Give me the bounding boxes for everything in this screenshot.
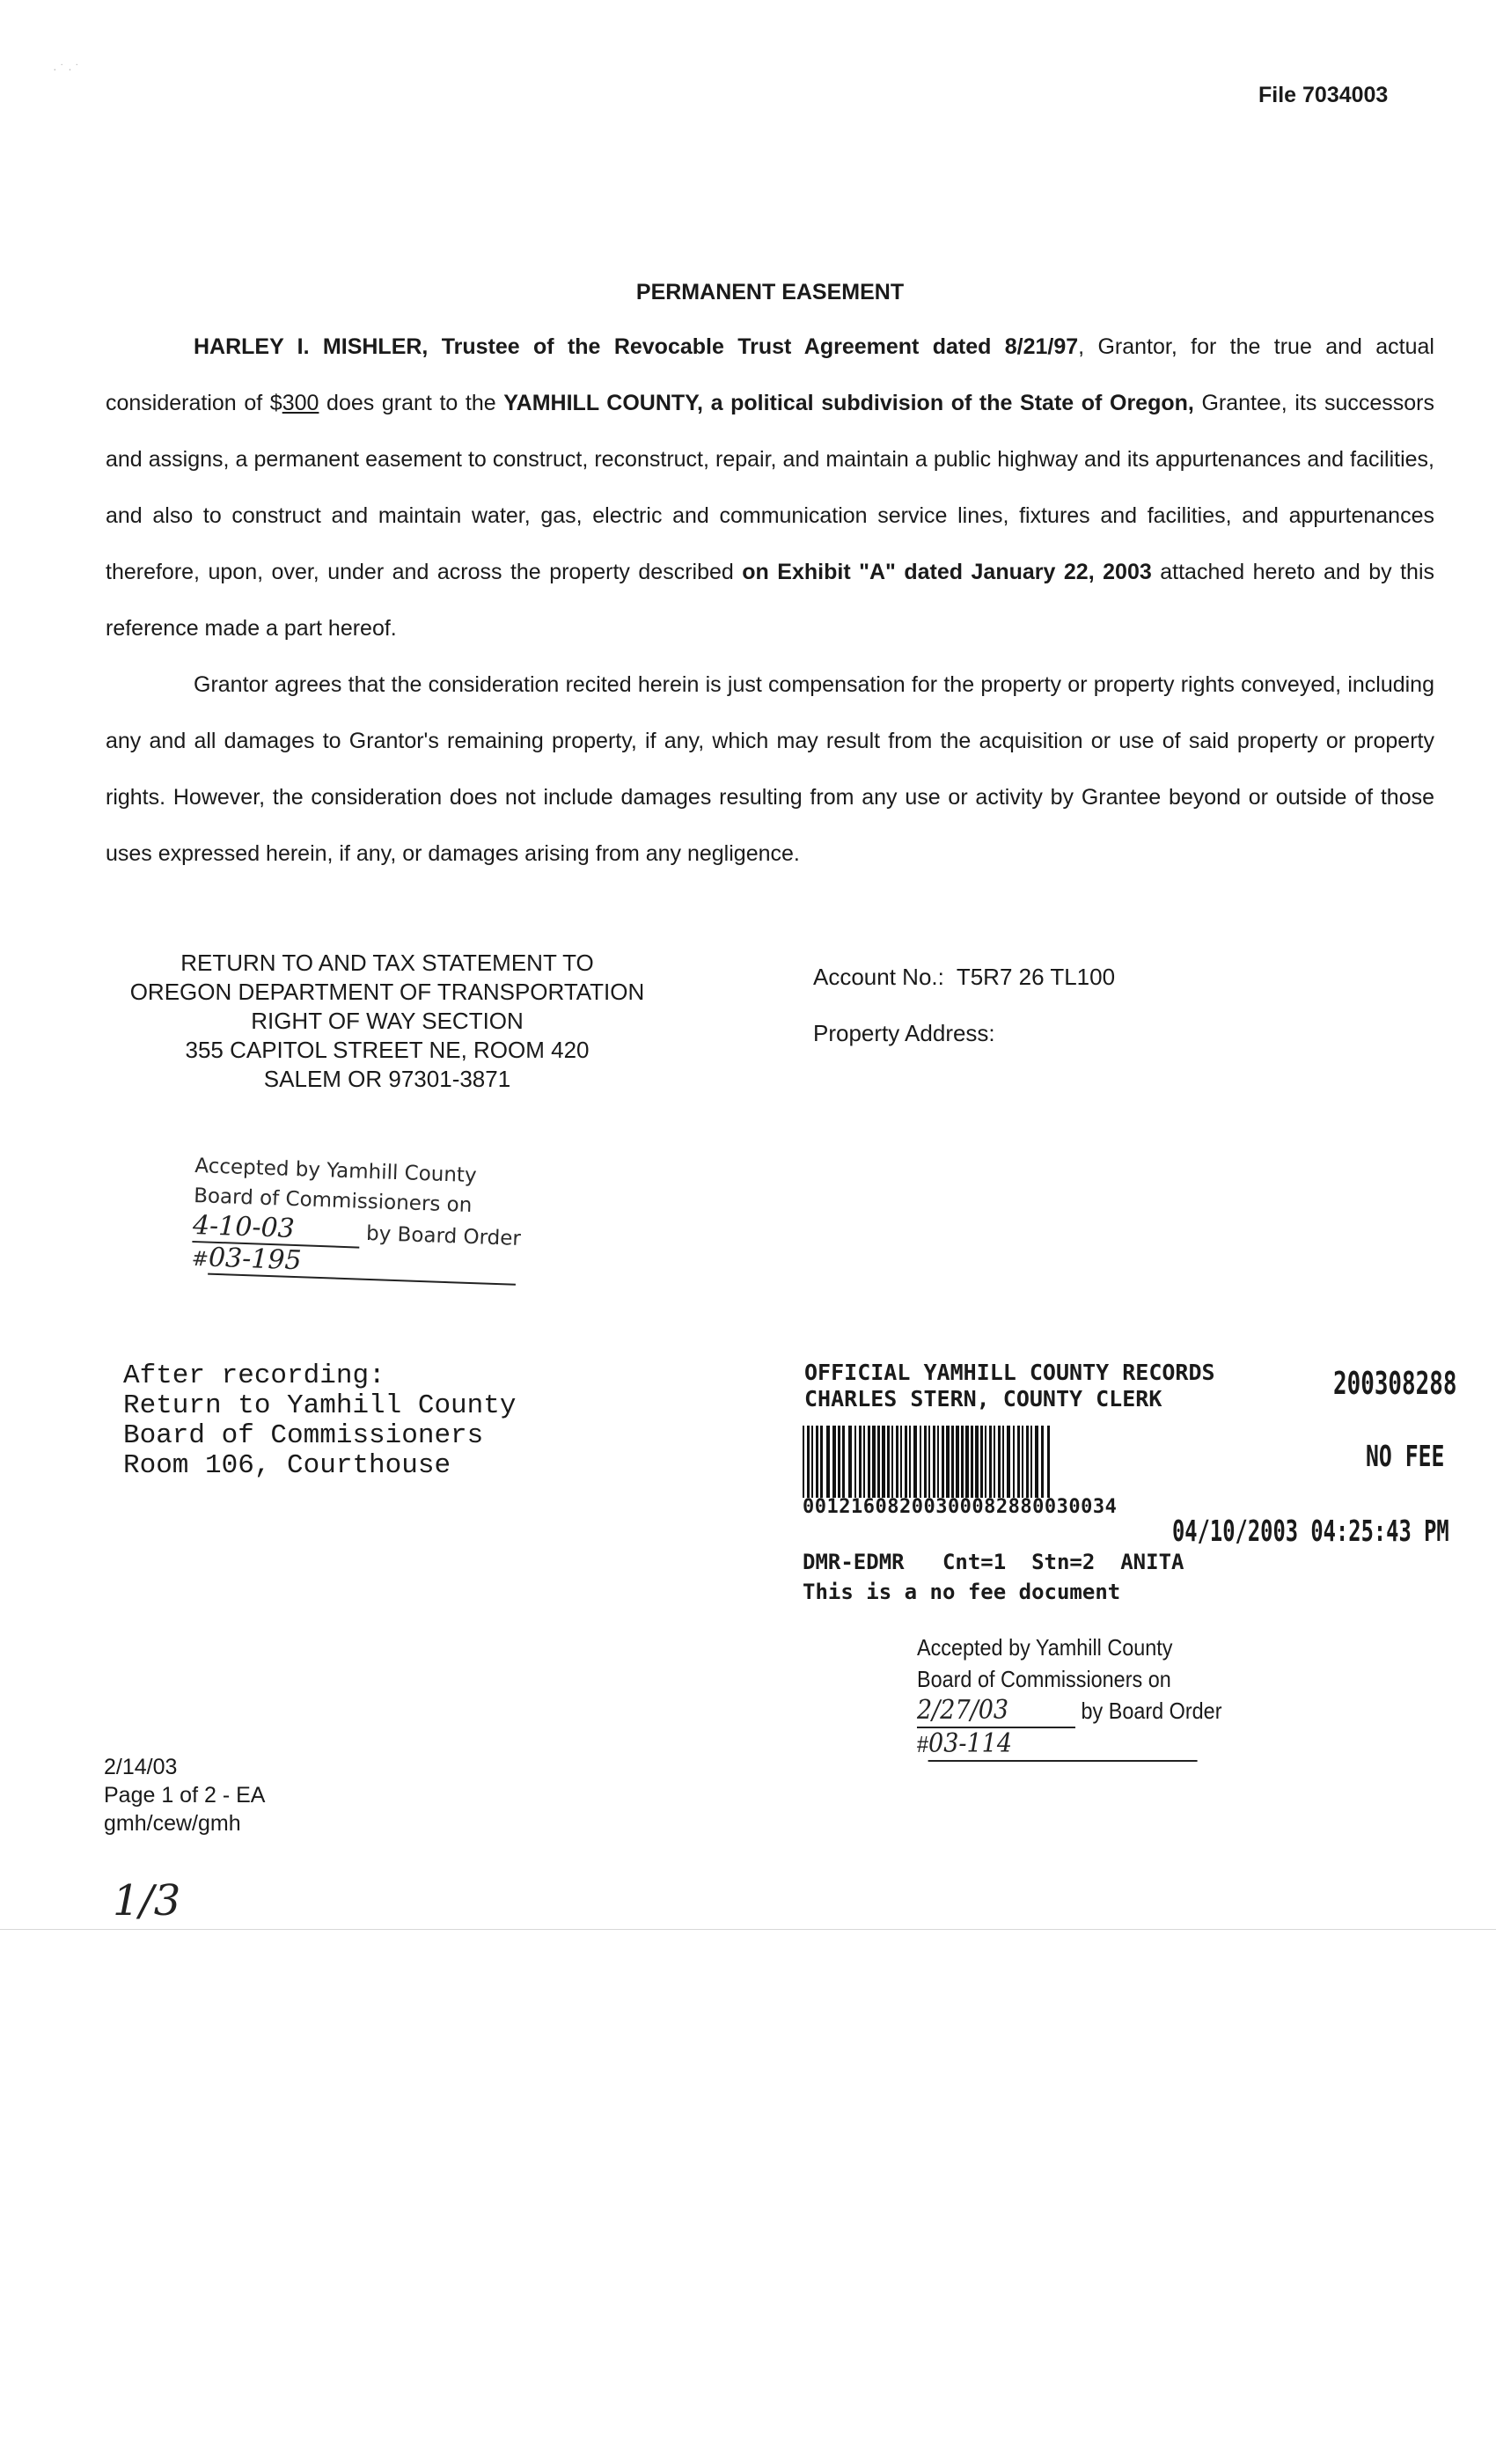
page-edge-divider xyxy=(0,1929,1496,1930)
order-label: by Board Order xyxy=(1081,1698,1222,1724)
handwritten-date: 4-10-03 xyxy=(192,1211,360,1249)
order-prefix: # xyxy=(191,1247,209,1272)
return-line: SALEM OR 97301-3871 xyxy=(263,1066,511,1092)
account-value: T5R7 26 TL100 xyxy=(956,964,1116,990)
return-line: 355 CAPITOL STREET NE, ROOM 420 xyxy=(185,1037,590,1063)
recorder-stamp-header xyxy=(804,1360,1215,1412)
easement-body xyxy=(106,319,1434,882)
stamp-line: Accepted by Yamhill County xyxy=(194,1154,477,1188)
return-line: RETURN TO AND TAX STATEMENT TO xyxy=(180,950,594,976)
acceptance-stamp-2 xyxy=(917,1632,1221,1762)
recorder-details xyxy=(803,1547,1184,1607)
recording-barcode xyxy=(803,1426,1269,1498)
stamp-order-line xyxy=(917,1728,1221,1762)
grant-text-1: , Grantor, for the true and actual consideration of $ xyxy=(106,334,1434,415)
account-block xyxy=(813,949,1115,1061)
scan-specks: · ˙ · ˙ xyxy=(53,62,80,76)
grant-text-4: attached hereto and by this reference made a part hereof. xyxy=(106,560,1435,641)
file-number: File 7034003 xyxy=(1258,83,1389,107)
return-line: OREGON DEPARTMENT OF TRANSPORTATION xyxy=(129,979,645,1005)
account-label: Account No.: xyxy=(813,964,944,990)
handwritten-date: 2/27/03 xyxy=(917,1695,1075,1728)
grant-text-2: does grant to the xyxy=(319,391,504,415)
consideration-amount: 300 xyxy=(282,391,319,415)
document-footer xyxy=(104,1753,265,1837)
handwritten-order-number: 03-114 xyxy=(928,1728,1198,1762)
after-recording-line: After recording: xyxy=(123,1360,385,1391)
document-title: PERMANENT EASEMENT xyxy=(635,280,905,304)
recording-number: 200308288 xyxy=(1333,1366,1457,1402)
grant-text-3: Grantee, its successors and assigns, a permanent easement to construct, reconstruct, repair, and maintain a public highway and its appurtenances and facilities, and also to construct and maintain water, gas, electric and communication service lines, fixtures and facilities, and appurtenances therefore, upon, over, under and across the property described xyxy=(106,391,1435,584)
grant-paragraph xyxy=(106,319,1434,656)
account-number xyxy=(813,949,1115,1005)
footer-date: 2/14/03 xyxy=(104,1755,178,1779)
consideration-paragraph: Grantor agrees that the consideration recited herein is just compensation for the property or property rights conveyed, including any and all damages to Grantor's remaining property, if any, which may result from the acquisition or use of said property or property rights. However, the consideration does not include damages resulting from any use or activity by Grantee beyond or outside of those uses expressed herein, if any, or damages arising from any negligence. xyxy=(106,672,1434,866)
recorder-line: OFFICIAL YAMHILL COUNTY RECORDS xyxy=(804,1360,1215,1385)
stamp-line: Board of Commissioners on xyxy=(193,1184,473,1217)
order-prefix: # xyxy=(917,1731,929,1757)
property-address-label: Property Address: xyxy=(813,1020,995,1046)
after-recording-block xyxy=(123,1361,516,1481)
grantor-name: HARLEY I. MISHLER, Trustee of the Revocable Trust Agreement dated 8/21/97 xyxy=(194,334,1079,359)
footer-initials: gmh/cew/gmh xyxy=(104,1811,241,1836)
handwritten-order-number: 03-195 xyxy=(208,1243,517,1286)
recorder-line: This is a no fee document xyxy=(803,1580,1121,1604)
return-line: RIGHT OF WAY SECTION xyxy=(251,1008,524,1034)
recording-datetime: 04/10/2003 04:25:43 PM xyxy=(1172,1514,1449,1548)
exhibit-reference: on Exhibit "A" dated January 22, 2003 xyxy=(742,560,1152,584)
after-recording-line: Room 106, Courthouse xyxy=(123,1450,451,1481)
stamp-line: Accepted by Yamhill County xyxy=(917,1634,1173,1661)
grantee-name: YAMHILL COUNTY, a political subdivision of the State of Oregon, xyxy=(503,391,1194,415)
stamp-line: Board of Commissioners on xyxy=(917,1666,1171,1692)
acceptance-stamp-1 xyxy=(191,1151,524,1286)
return-address-block xyxy=(97,949,678,1094)
stamp-date-line xyxy=(917,1695,1221,1728)
recorder-line: DMR-EDMR Cnt=1 Stn=2 ANITA xyxy=(803,1550,1184,1574)
after-recording-line: Board of Commissioners xyxy=(123,1420,484,1451)
barcode-digits: 00121608200300082880030034 xyxy=(803,1496,1118,1518)
no-fee-label: NO FEE xyxy=(1366,1439,1445,1473)
after-recording-line: Return to Yamhill County xyxy=(123,1390,517,1421)
handwritten-page-mark: 1/3 xyxy=(113,1876,181,1925)
footer-page: Page 1 of 2 - EA xyxy=(104,1783,266,1808)
order-label: by Board Order xyxy=(365,1221,522,1250)
recorder-line: CHARLES STERN, COUNTY CLERK xyxy=(804,1386,1162,1412)
